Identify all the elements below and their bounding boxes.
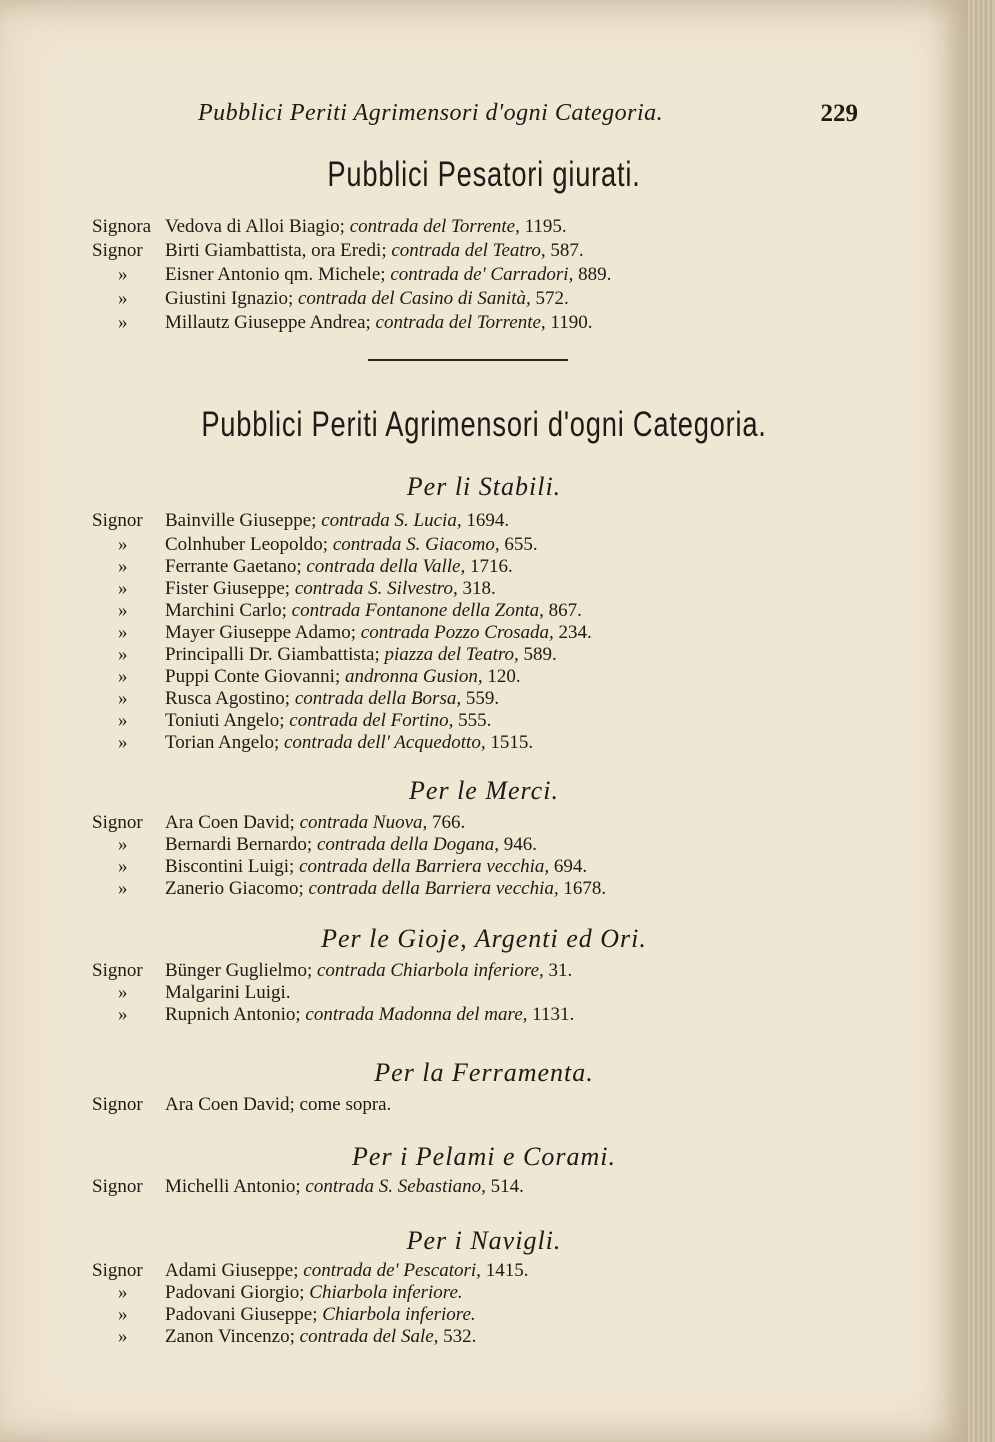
section-title-periti: Pubblici Periti Agrimensori d'ogni Categoria. (201, 405, 767, 444)
entry-name: Padovani Giorgio; (165, 1282, 310, 1303)
entry-name: Michelli Antonio; (165, 1176, 306, 1197)
list-item (92, 732, 812, 754)
entry-address: contrada del Sale, (299, 1326, 439, 1347)
entry-address: contrada dell' Acquedotto, (283, 732, 486, 753)
entry-prefix: » (118, 982, 128, 1003)
entry-prefix: » (118, 1304, 128, 1325)
list-item (92, 960, 812, 982)
list-item (92, 1176, 812, 1198)
entry-number: 1515. (485, 732, 534, 753)
running-head-title: Pubblici Periti Agrimensori d'ogni Categoria. (198, 100, 664, 126)
list-item (92, 510, 812, 532)
list-item (92, 600, 812, 622)
entry-prefix: Signor (92, 510, 143, 531)
subsection-title-gioje: Per le Gioje, Argenti ed Ori. (321, 924, 647, 953)
entry-address: contrada del Torrente, (375, 312, 546, 333)
entry-name: Toniuti Angelo; (165, 710, 290, 731)
entry-number: 514. (485, 1176, 524, 1197)
entry-address: contrada S. Sebastiano, (305, 1176, 486, 1197)
entry-address: contrada S. Lucia, (321, 510, 462, 531)
entry-name: Giustini Ignazio; (165, 288, 298, 309)
entry-number: 555. (453, 710, 492, 731)
entry-number: 867. (543, 600, 582, 621)
list-item (92, 982, 812, 1004)
list-item (92, 264, 812, 286)
entry-address: contrada Fontanone della Zonta, (291, 600, 544, 621)
entry-name: Fister Giuseppe; (165, 578, 295, 599)
entry-prefix: » (118, 264, 128, 285)
section-divider (368, 359, 568, 361)
entry-prefix: » (118, 834, 128, 855)
entry-name: Bainville Giuseppe; (165, 510, 322, 531)
entry-prefix: » (118, 622, 128, 643)
entry-prefix: » (118, 732, 128, 753)
entry-name: Millautz Giuseppe Andrea; (165, 312, 376, 333)
list-item (92, 812, 812, 834)
entry-prefix: Signor (92, 960, 143, 981)
running-head (198, 100, 858, 136)
entry-number: 1195. (519, 216, 567, 237)
list-item (92, 288, 812, 310)
entry-prefix: Signor (92, 1094, 143, 1115)
entry-name: Rupnich Antonio; (165, 1004, 306, 1025)
entry-number: 1415. (480, 1260, 529, 1281)
list-item (92, 644, 812, 666)
entry-number: 318. (457, 578, 496, 599)
entry-number: 1131. (527, 1004, 575, 1025)
entry-name: Bernardi Bernardo; (165, 834, 317, 855)
list-item (92, 856, 812, 878)
entry-address: contrada della Barriera vecchia, (299, 856, 550, 877)
entry-prefix: » (118, 644, 128, 665)
list-item (92, 312, 812, 334)
entry-prefix: » (118, 288, 128, 309)
entry-address: contrada del Fortino, (289, 710, 454, 731)
entry-address: Chiarbola inferiore. (322, 1304, 476, 1325)
entry-name: Malgarini Luigi. (165, 982, 291, 1003)
entry-number: 587. (545, 240, 584, 261)
entry-prefix: » (118, 710, 128, 731)
list-item (92, 578, 812, 600)
entry-name: Torian Angelo; (165, 732, 284, 753)
entry-prefix: » (118, 1282, 128, 1303)
entry-address: contrada Nuova, (299, 812, 428, 833)
section-title-pesatori: Pubblici Pesatori giurati. (327, 155, 641, 194)
subsection-title-merci: Per le Merci. (409, 776, 559, 805)
list-item (92, 688, 812, 710)
subsection-title-navigli: Per i Navigli. (406, 1226, 562, 1255)
entry-number: 766. (427, 812, 466, 833)
entry-prefix: Signor (92, 1176, 143, 1197)
entry-address: contrada Pozzo Crosada, (360, 622, 554, 643)
entry-number: 234. (553, 622, 592, 643)
subsection-title-stabili: Per li Stabili. (406, 472, 562, 501)
entry-name: Zanon Vincenzo; (165, 1326, 300, 1347)
list-item (92, 1282, 812, 1304)
entry-address: andronna Gusion, (344, 666, 483, 687)
entry-prefix: » (118, 556, 128, 577)
entry-name: Zanerio Giacomo; (165, 878, 309, 899)
entry-name: Puppi Conte Giovanni; (165, 666, 345, 687)
subsection-title-pelami: Per i Pelami e Corami. (352, 1142, 616, 1171)
list-item (92, 1304, 812, 1326)
entry-prefix: » (118, 856, 128, 877)
entry-name: Bünger Guglielmo; (165, 960, 317, 981)
entry-address: contrada della Dogana, (316, 834, 500, 855)
entry-address: contrada de' Carradori, (390, 264, 574, 285)
entry-number: 120. (482, 666, 521, 687)
page-number: 229 (820, 100, 858, 127)
entry-address: piazza del Teatro, (384, 644, 519, 665)
entry-name: Mayer Giuseppe Adamo; (165, 622, 361, 643)
entry-address: contrada S. Giacomo, (332, 534, 500, 555)
entry-name: Adami Giuseppe; (165, 1260, 304, 1281)
entry-address: contrada de' Pescatori, (303, 1260, 481, 1281)
entry-number: 1678. (558, 878, 607, 899)
entry-number: 572. (530, 288, 569, 309)
entry-number: 1716. (465, 556, 513, 577)
entry-number: 1694. (461, 510, 510, 531)
entry-number: 1190. (545, 312, 593, 333)
entry-number: 655. (499, 534, 538, 555)
entry-name: Colnhuber Leopoldo; (165, 534, 333, 555)
entry-prefix: » (118, 688, 128, 709)
entry-prefix: » (118, 1004, 128, 1025)
entry-name: Padovani Giuseppe; (165, 1304, 323, 1325)
entry-prefix: » (118, 600, 128, 621)
entry-number: 532. (438, 1326, 477, 1347)
list-item (92, 1094, 812, 1116)
entry-name: Vedova di Alloi Biagio; (165, 216, 350, 237)
entry-number: 694. (549, 856, 588, 877)
entry-address: contrada della Valle, (306, 556, 466, 577)
entry-address: contrada S. Silvestro, (294, 578, 458, 599)
entry-name: Birti Giambattista, ora Eredi; (165, 240, 392, 261)
list-item (92, 666, 812, 688)
entry-prefix: » (118, 312, 128, 333)
entry-prefix: Signora (92, 216, 152, 237)
entry-number: 589. (518, 644, 557, 665)
entry-prefix: Signor (92, 240, 143, 261)
entry-address: contrada del Casino di Sanità, (297, 288, 531, 309)
entry-prefix: » (118, 578, 128, 599)
entry-number: 946. (499, 834, 538, 855)
list-item (92, 534, 812, 556)
list-item (92, 1004, 812, 1026)
entry-name: Marchini Carlo; (165, 600, 292, 621)
list-item (92, 240, 812, 262)
entry-address: contrada Madonna del mare, (305, 1004, 528, 1025)
entry-name: Ara Coen David; (165, 812, 300, 833)
list-item (92, 556, 812, 578)
entry-prefix: Signor (92, 1260, 143, 1281)
page-edges (968, 0, 995, 1442)
entry-address: Chiarbola inferiore. (309, 1282, 463, 1303)
entry-address: contrada Chiarbola inferiore, (316, 960, 544, 981)
entry-number: 31. (543, 960, 573, 981)
entry-prefix: » (118, 534, 128, 555)
entry-name: Ferrante Gaetano; (165, 556, 307, 577)
list-item (92, 834, 812, 856)
entry-name: Eisner Antonio qm. Michele; (165, 264, 391, 285)
entry-address: contrada della Barriera vecchia, (308, 878, 559, 899)
entry-address: contrada della Borsa, (294, 688, 462, 709)
entry-name: Biscontini Luigi; (165, 856, 300, 877)
entry-number: 559. (461, 688, 500, 709)
entry-number: 889. (573, 264, 612, 285)
entry-prefix: » (118, 1326, 128, 1347)
entry-name: Rusca Agostino; (165, 688, 295, 709)
entry-prefix: » (118, 666, 128, 687)
list-item (92, 1326, 812, 1348)
entry-name: Principalli Dr. Giambattista; (165, 644, 385, 665)
list-item (92, 216, 812, 238)
entry-prefix: Signor (92, 812, 143, 833)
entry-prefix: » (118, 878, 128, 899)
list-item (92, 710, 812, 732)
list-item (92, 622, 812, 644)
entry-name: Ara Coen David; come sopra. (165, 1094, 392, 1115)
entry-address: contrada del Torrente, (349, 216, 520, 237)
subsection-title-ferramenta: Per la Ferramenta. (374, 1058, 594, 1087)
list-item (92, 878, 812, 900)
entry-address: contrada del Teatro, (391, 240, 546, 261)
list-item (92, 1260, 812, 1282)
